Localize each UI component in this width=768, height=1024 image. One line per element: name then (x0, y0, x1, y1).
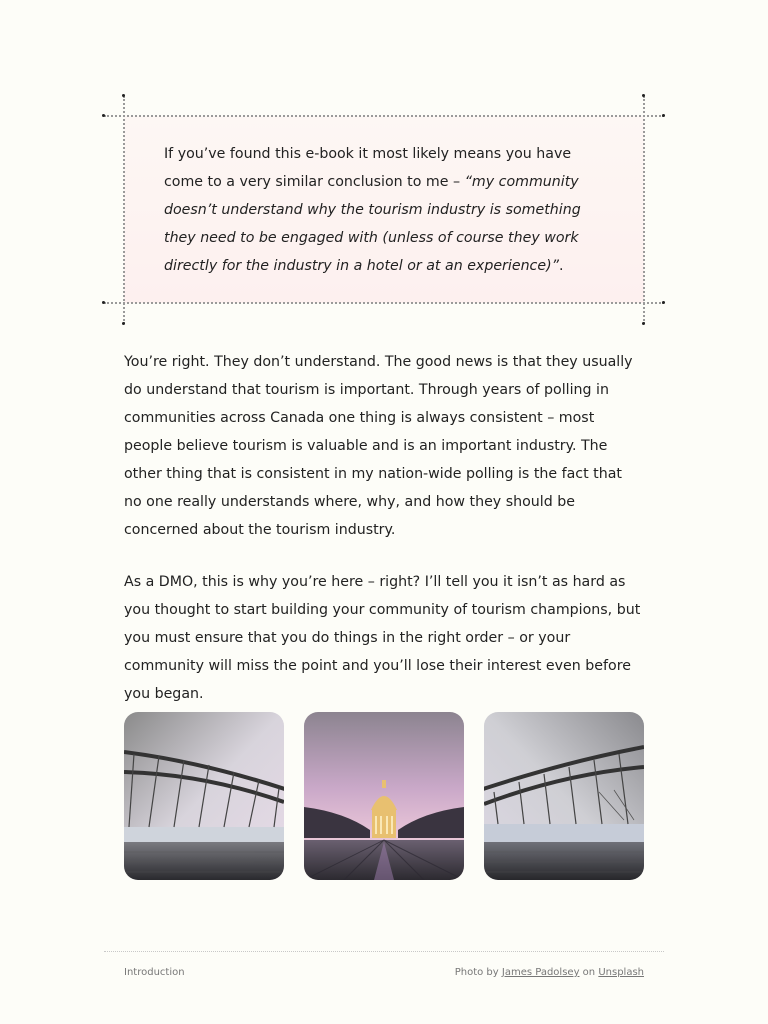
photographer-link[interactable]: James Padolsey (501, 967, 580, 978)
corner-dot (102, 114, 105, 117)
quote-right-border (643, 96, 645, 324)
photo-credit (455, 967, 644, 978)
credit-prefix: Photo by (454, 967, 499, 978)
photo-st-pauls (304, 712, 464, 880)
corner-dot (102, 301, 105, 304)
body-paragraph-2: As a DMO, this is why you’re here – right? I’ll tell you it isn’t as hard as you thought to start building your community of tourism champions, but you must ensure that you do things in the right order – or your community will miss the point and you’ll lose their interest even before you began. (124, 574, 641, 702)
quote-left-border (123, 96, 125, 324)
corner-dot (662, 114, 665, 117)
corner-dot (122, 94, 125, 97)
quote-bottom-border (104, 302, 664, 304)
unsplash-link[interactable]: Unsplash (598, 967, 644, 978)
corner-dot (642, 94, 645, 97)
credit-mid: on (582, 967, 596, 978)
corner-dot (122, 322, 125, 325)
photo-bridge-left (124, 712, 284, 880)
footer-divider (104, 951, 664, 952)
photo-bridge-right (484, 712, 644, 880)
quote-text (164, 140, 609, 280)
body-paragraph-1: You’re right. They don’t understand. The good news is that they usually do understand that tourism is important. Through years of polling in communities across Canada one thing is always consistent – most people believe tourism is valuable and is an important industry. The other thing that is consistent in my nation-wide polling is the fact that no one really understands where, why, and how they should be concerned about the tourism industry. (124, 354, 633, 538)
quote-top-border (104, 115, 664, 117)
quote-lead: If you’ve found this e-book it most likely means you have come to a very similar conclusion to me – (164, 146, 572, 190)
quote-italic: “my community doesn’t understand why the tourism industry is something they need to be engaged with (unless of course they work directly for the industry in a hotel or at an experience)” (164, 174, 581, 274)
quote-tail: . (558, 258, 564, 274)
footer-section-label: Introduction (124, 967, 185, 978)
corner-dot (662, 301, 665, 304)
corner-dot (642, 322, 645, 325)
